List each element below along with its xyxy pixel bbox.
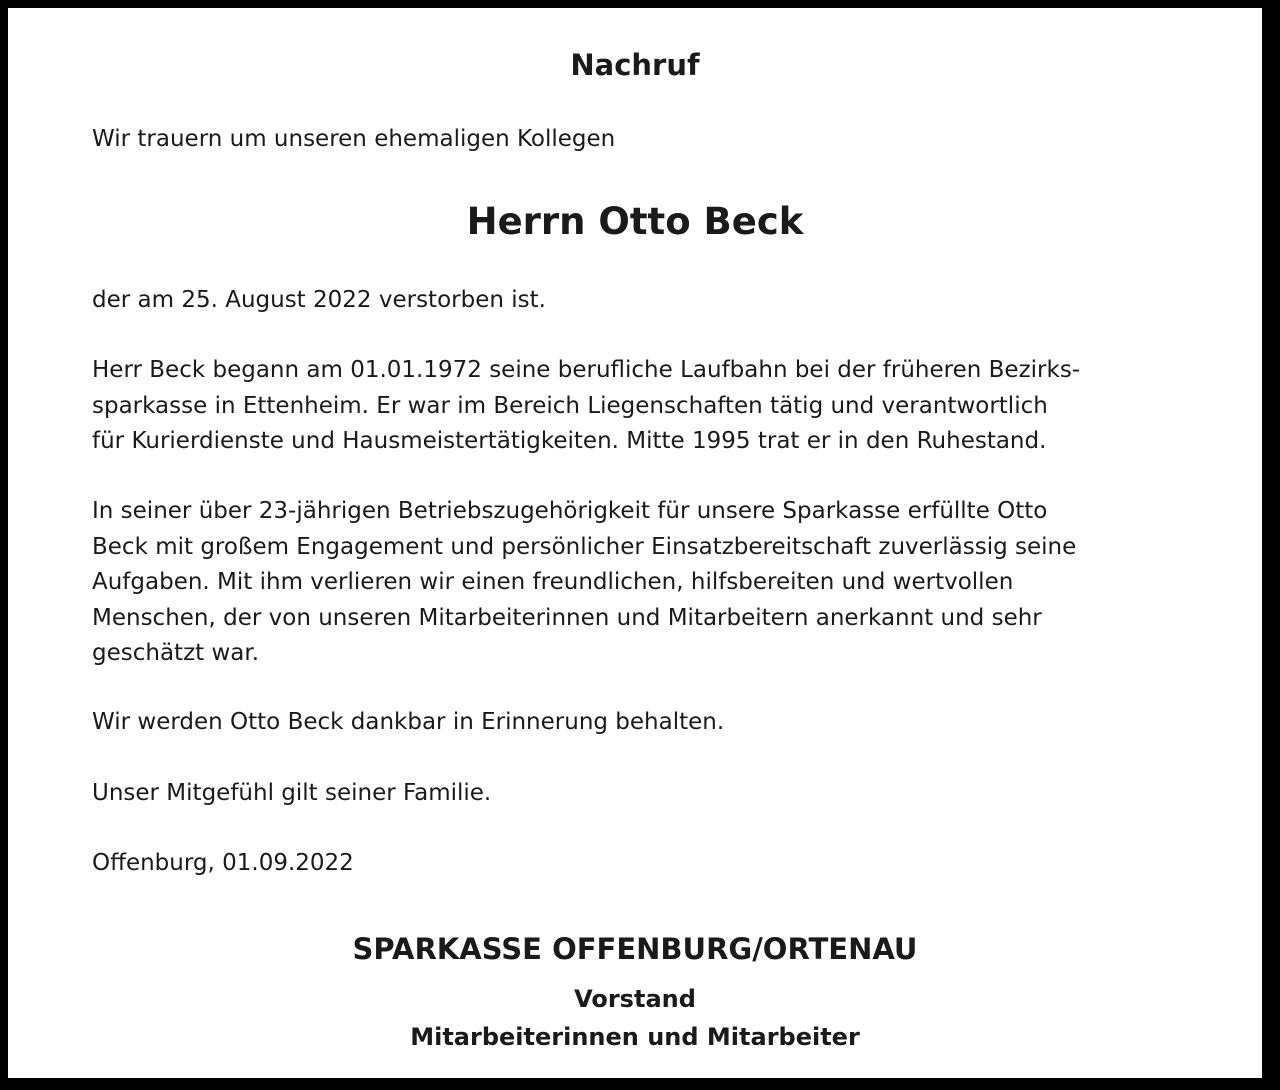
sympathy-line: Unser Mitgefühl gilt seiner Familie. xyxy=(92,780,492,806)
career-line: für Kurierdienste und Hausmeistertätigkeiten. Mitte 1995 trat er in den Ruhestand. xyxy=(92,428,1047,454)
tenure-line: In seiner über 23-jährigen Betriebszugehörigkeit für unsere Sparkasse erfüllte Otto xyxy=(92,498,1048,524)
board-signature: Vorstand xyxy=(574,985,696,1013)
career-line: Herr Beck begann am 01.01.1972 seine berufliche Laufbahn bei der früheren Bezirks- xyxy=(92,357,1081,383)
tenure-line: geschätzt war. xyxy=(92,640,260,666)
memory-line: Wir werden Otto Beck dankbar in Erinnerung behalten. xyxy=(92,709,725,735)
place-date-line: Offenburg, 01.09.2022 xyxy=(92,850,354,876)
career-paragraph xyxy=(92,353,1080,460)
career-line: sparkasse in Ettenheim. Er war im Bereich Liegenschaften tätig und verantwortlich xyxy=(92,392,1048,419)
deceased-name: Herrn Otto Beck xyxy=(466,200,804,243)
tenure-paragraph xyxy=(92,494,1076,672)
tenure-line: Menschen, der von unseren Mitarbeiterinnen und Mitarbeitern anerkannt und sehr xyxy=(92,604,1042,631)
staff-signature: Mitarbeiterinnen und Mitarbeiter xyxy=(410,1023,860,1051)
tenure-line: Beck mit großem Engagement und persönlicher Einsatzbereitschaft zuverlässig seine xyxy=(92,533,1077,560)
notice-title: Nachruf xyxy=(570,48,700,82)
organization-name: SPARKASSE OFFENBURG/ORTENAU xyxy=(352,932,918,966)
death-date-line: der am 25. August 2022 verstorben ist. xyxy=(92,287,546,313)
tenure-line: Aufgaben. Mit ihm verlieren wir einen freundlichen, hilfsbereiten und wertvollen xyxy=(92,569,1014,595)
intro-line: Wir trauern um unseren ehemaligen Kollegen xyxy=(92,126,616,152)
